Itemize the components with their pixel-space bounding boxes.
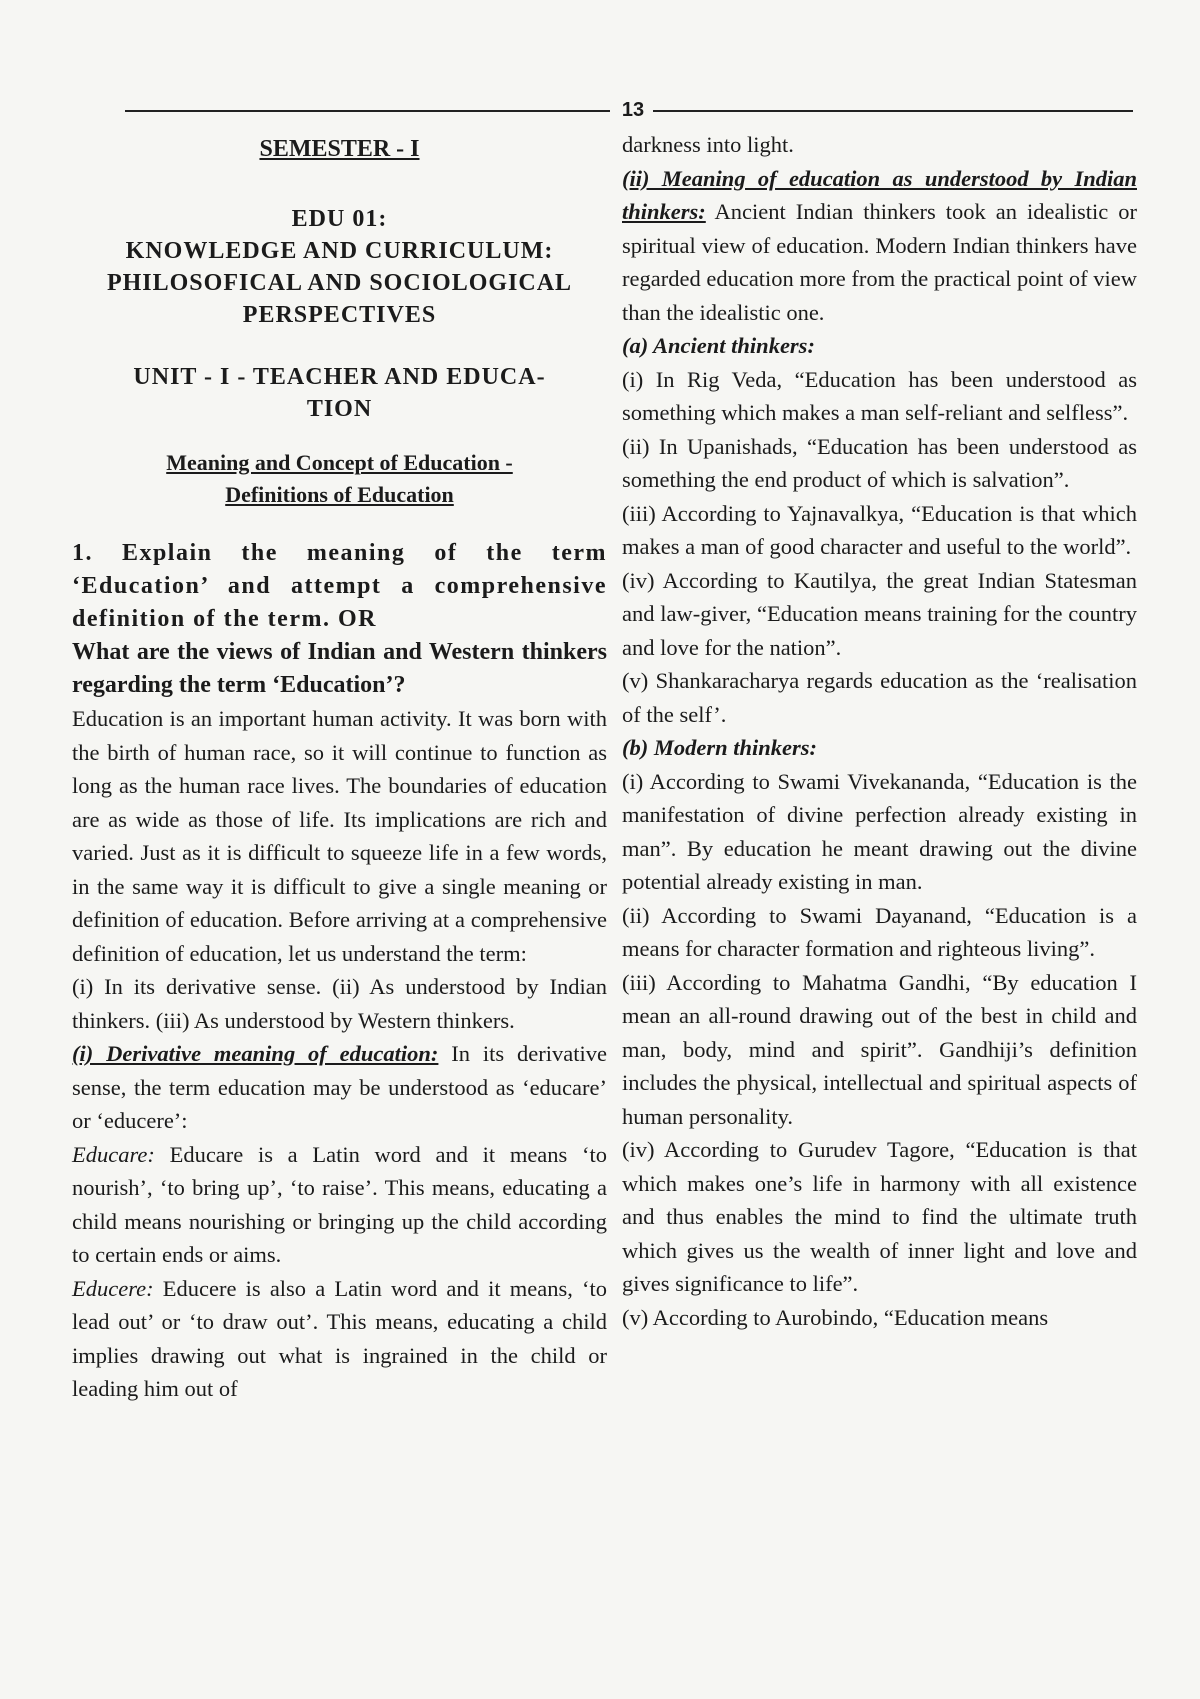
derivative-paragraph	[72, 1037, 607, 1138]
intro-paragraph: Education is an important human activity. It was born with the birth of human race, so it will continue to function as long as the human race lives. The boundaries of education are as wide as those of life. Its implications are rich and varied. Just as it is difficult to squeeze life in a few words, in the same way it is difficult to give a single meaning or definition of education. Before arriving at a comprehensive definition of education, let us understand the term:	[72, 706, 607, 966]
derivative-heading: (i) Derivative meaning of education:	[72, 1041, 439, 1066]
modern-item-3: (iii) According to Mahatma Gandhi, “By education I mean an all-round drawing out of the best in child and man, body, mind and spirit”. Gandhiji’s definition includes the physical, intellectual and spiritual aspects of human personality.	[622, 969, 1137, 1129]
page-header	[125, 98, 1133, 122]
educere-text: Educere is also a Latin word and it means, ‘to lead out’ or ‘to draw out’. This means, educating a child implies drawing out what is ingrained in the child or leading him out of	[72, 1275, 607, 1401]
ancient-item-3: (iii) According to Yajnavalkya, “Education is that which makes a man of good character and useful to the world”.	[622, 500, 1137, 559]
course-title-line-3: PERSPECTIVES	[242, 302, 437, 328]
indian-paragraph	[622, 162, 1137, 330]
unit-title	[72, 361, 607, 425]
course-title	[72, 203, 607, 331]
ancient-heading: (a) Ancient thinkers:	[622, 333, 815, 358]
unit-title-line-1: UNIT - I - TEACHER AND EDUCA-	[133, 364, 546, 390]
educare-paragraph	[72, 1138, 607, 1272]
section-title-line-2: Definitions of Education	[225, 482, 454, 507]
ancient-item-4: (iv) According to Kautilya, the great Indian Statesman and law-giver, “Education means training for the country and love for the nation”.	[622, 567, 1137, 660]
section-title-line-1: Meaning and Concept of Education -	[166, 450, 513, 475]
modern-item-4: (iv) According to Gurudev Tagore, “Education is that which makes one’s life in harmony with all existence and thus enables the mind to find the ultimate truth which gives us the wealth of inner light and love and gives significance to life”.	[622, 1137, 1137, 1296]
educere-paragraph	[72, 1272, 607, 1406]
modern-item-2: (ii) According to Swami Dayanand, “Education is a means for character formation and righteous living”.	[622, 902, 1137, 961]
educere-label: Educere:	[72, 1275, 154, 1301]
course-title-line-2: PHILOSOFICAL AND SOCIOLOGICAL	[106, 270, 573, 296]
course-title-line-1: KNOWLEDGE AND CURRICULUM:	[125, 238, 554, 264]
header-rule-left	[125, 110, 610, 112]
right-column	[622, 128, 1137, 1334]
page-number: 13	[621, 99, 645, 121]
senses-paragraph: (i) In its derivative sense. (ii) As understood by Indian thinkers. (iii) As understood by Western thinkers.	[72, 974, 607, 1033]
left-column	[72, 132, 607, 1406]
modern-item-1: (i) According to Swami Vivekananda, “Education is the manifestation of divine perfection already existing in man”. By education he meant drawing out the divine potential already existing in man.	[622, 768, 1137, 894]
header-rule-right	[653, 110, 1133, 112]
indian-heading: (ii) Meaning of education as understood by Indian thinkers:	[622, 165, 1137, 224]
course-code: EDU 01:	[291, 206, 388, 232]
semester-title: SEMESTER - I	[259, 136, 420, 162]
ancient-item-2: (ii) In Upanishads, “Education has been understood as something the end product of which is salvation”.	[622, 433, 1137, 492]
educare-text: Educare is a Latin word and it means ‘to nourish’, ‘to bring up’, ‘to raise’. This means, educating a child means nourishing or bringing up the child according to certain ends or aims.	[72, 1141, 607, 1267]
continuation-text: darkness into light.	[622, 132, 794, 157]
educare-label: Educare:	[72, 1141, 155, 1167]
question-block	[72, 537, 607, 702]
derivative-text: In its derivative sense, the term education may be understood as ‘educare’ or ‘educere’:	[72, 1041, 607, 1133]
modern-heading: (b) Modern thinkers:	[622, 735, 818, 760]
ancient-item-1: (i) In Rig Veda, “Education has been understood as something which makes a man self-reliant and selfless”.	[622, 366, 1137, 425]
modern-item-5: (v) According to Aurobindo, “Education means	[622, 1304, 1049, 1330]
indian-text: Ancient Indian thinkers took an idealistic or spiritual view of education. Modern Indian thinkers have regarded education more from the practical point of view than the idealistic one.	[622, 199, 1137, 325]
question-2: What are the views of Indian and Western thinkers regarding the term ‘Education’?	[72, 639, 607, 698]
unit-title-line-2: TION	[306, 396, 373, 422]
question-1: 1. Explain the meaning of the term ‘Education’ and attempt a comprehensive definition of the term. OR	[72, 540, 607, 632]
section-title	[72, 447, 607, 511]
ancient-item-5: (v) Shankaracharya regards education as the ‘realisation of the self’.	[622, 668, 1137, 727]
